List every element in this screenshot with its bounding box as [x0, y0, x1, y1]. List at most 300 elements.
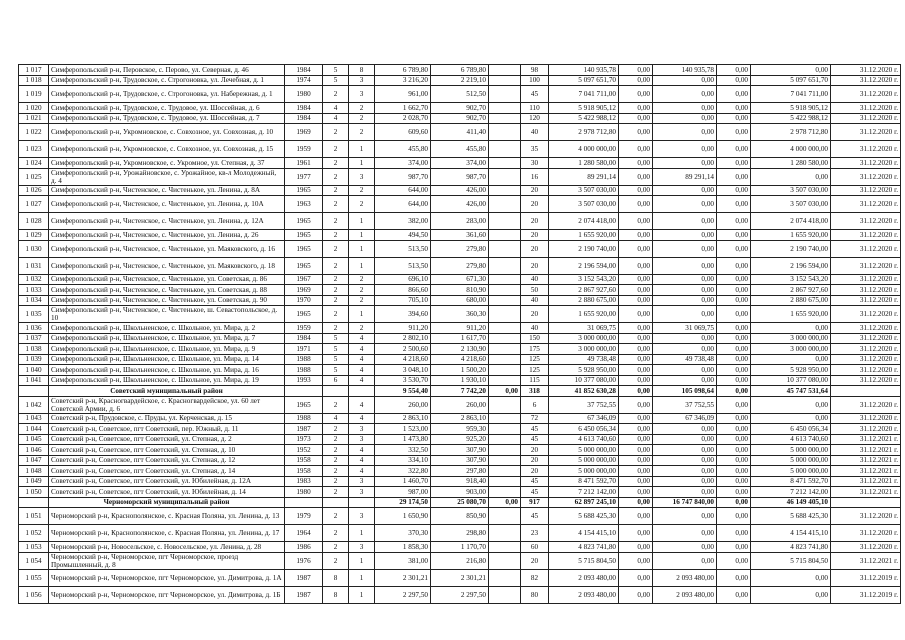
row-number-cell [19, 386, 49, 397]
deadline-cell: 31.12.2020 г. [831, 375, 901, 386]
year-cell: 1993 [285, 375, 323, 386]
table-row [19, 75, 901, 86]
col-empty-cell [489, 213, 521, 230]
address-cell: Симферопольский р-н, Чистенское, с. Чистенькое, ул. Маяковского, д. 18 [49, 257, 285, 274]
year-cell: 1959 [285, 141, 323, 158]
col-empty-cell [489, 445, 521, 456]
district-subtotal-row [19, 497, 901, 508]
address-cell: Советский р-н, Советское, пгт Советский, ул. Степная, д. 14 [49, 466, 285, 477]
cost-owners-cell: 0,00 [751, 168, 831, 185]
cost-total-cell: 2 093 480,00 [549, 586, 619, 603]
cost-local-cell: 0,00 [717, 508, 751, 525]
deadline-cell: 31.12.2020 г. [831, 75, 901, 86]
cost-local-cell: 0,00 [717, 365, 751, 376]
address-cell: Советский р-н, Красногвардейское, с. Красногвардейское, ул. 60 лет Советской Армии, д. 6 [49, 396, 285, 413]
year-cell: 1965 [285, 306, 323, 323]
residents-cell: 20 [521, 185, 549, 196]
cost-local-cell: 0,00 [717, 375, 751, 386]
cost-total-cell: 5 000 000,00 [549, 466, 619, 477]
entrances-cell: 2 [349, 285, 375, 296]
col-empty-cell [489, 424, 521, 435]
total-area-cell: 696,10 [375, 274, 431, 285]
table-row [19, 508, 901, 525]
cost-fund-cell: 0,00 [619, 75, 653, 86]
cost-region-cell: 0,00 [653, 375, 717, 386]
year-cell [285, 497, 323, 508]
table-row [19, 103, 901, 114]
cost-fund-cell: 0,00 [619, 552, 653, 569]
address-cell: Симферопольский р-н, Чистенское, с. Чистенькое, ул. Советская, д. 90 [49, 295, 285, 306]
residents-cell: 80 [521, 586, 549, 603]
row-number-cell: 1 024 [19, 158, 49, 169]
col-empty-cell [489, 466, 521, 477]
address-cell: Симферопольский р-н, Укромновское, с. Совхозное, ул. Совхозная, д. 15 [49, 141, 285, 158]
address-cell: Черноморский р-н, Черноморское, пгт Черноморское, ул. Димитрова, д. 1Б [49, 586, 285, 603]
total-area-cell: 374,00 [375, 158, 431, 169]
cost-total-cell: 3 507 030,00 [549, 185, 619, 196]
entrances-cell: 1 [349, 213, 375, 230]
cost-region-cell: 0,00 [653, 306, 717, 323]
cost-fund-cell: 0,00 [619, 230, 653, 241]
floors-cell: 5 [323, 333, 349, 344]
deadline-cell: 31.12.2020 г. [831, 65, 901, 76]
residents-cell: 40 [521, 295, 549, 306]
row-number-cell: 1 019 [19, 86, 49, 103]
living-area-cell: 426,00 [431, 196, 489, 213]
floors-cell: 8 [323, 569, 349, 586]
cost-region-cell: 0,00 [653, 466, 717, 477]
row-number-cell: 1 032 [19, 274, 49, 285]
row-number-cell: 1 036 [19, 323, 49, 334]
table-row [19, 375, 901, 386]
cost-owners-cell: 2 978 712,80 [751, 124, 831, 141]
cost-owners-cell: 6 450 056,34 [751, 424, 831, 435]
cost-total-cell: 67 346,09 [549, 413, 619, 424]
row-number-cell: 1 018 [19, 75, 49, 86]
year-cell: 1958 [285, 466, 323, 477]
cost-region-cell: 0,00 [653, 542, 717, 553]
row-number-cell: 1 026 [19, 185, 49, 196]
cost-fund-cell: 0,00 [619, 168, 653, 185]
total-area-cell: 3 530,70 [375, 375, 431, 386]
residents-cell: 20 [521, 196, 549, 213]
col-empty-cell [489, 113, 521, 124]
cost-fund-cell: 0,00 [619, 240, 653, 257]
living-area-cell: 260,00 [431, 396, 489, 413]
col-empty-cell [489, 476, 521, 487]
cost-local-cell: 0,00 [717, 285, 751, 296]
entrances-cell: 3 [349, 168, 375, 185]
deadline-cell: 31.12.2021 г. [831, 434, 901, 445]
cost-region-cell: 49 738,48 [653, 354, 717, 365]
year-cell: 1970 [285, 295, 323, 306]
cost-owners-cell: 0,00 [751, 413, 831, 424]
year-cell: 1984 [285, 113, 323, 124]
row-number-cell: 1 028 [19, 213, 49, 230]
cost-local-cell: 0,00 [717, 344, 751, 355]
deadline-cell: 31.12.2020 г. [831, 285, 901, 296]
table-row [19, 158, 901, 169]
cost-region-cell: 0,00 [653, 365, 717, 376]
deadline-cell: 31.12.2021 г. [831, 552, 901, 569]
cost-total-cell: 3 000 000,00 [549, 333, 619, 344]
housing-program-table-sheet [18, 64, 900, 604]
entrances-cell: 8 [349, 65, 375, 76]
cost-owners-cell: 5 000 000,00 [751, 466, 831, 477]
floors-cell: 2 [323, 86, 349, 103]
col-empty-cell [489, 344, 521, 355]
floors-cell: 2 [323, 274, 349, 285]
total-area-cell: 2 301,21 [375, 569, 431, 586]
year-cell: 1965 [285, 257, 323, 274]
cost-local-cell: 0,00 [717, 455, 751, 466]
entrances-cell: 3 [349, 542, 375, 553]
cost-total-cell: 2 196 594,00 [549, 257, 619, 274]
living-area-cell: 360,30 [431, 306, 489, 323]
residents-cell: 40 [521, 274, 549, 285]
total-area-cell: 961,00 [375, 86, 431, 103]
cost-total-cell: 5 688 425,30 [549, 508, 619, 525]
floors-cell: 2 [323, 306, 349, 323]
year-cell: 1983 [285, 476, 323, 487]
total-area-cell: 2 028,70 [375, 113, 431, 124]
cost-fund-cell: 0,00 [619, 365, 653, 376]
living-area-cell: 671,30 [431, 274, 489, 285]
cost-owners-cell: 5 928 950,00 [751, 365, 831, 376]
cost-local-cell: 0,00 [717, 354, 751, 365]
cost-total-cell: 6 450 056,34 [549, 424, 619, 435]
year-cell: 1986 [285, 542, 323, 553]
cost-region-cell: 0,00 [653, 476, 717, 487]
living-area-cell: 959,30 [431, 424, 489, 435]
deadline-cell: 31.12.2020 г. [831, 274, 901, 285]
entrances-cell: 2 [349, 295, 375, 306]
row-number-cell: 1 044 [19, 424, 49, 435]
year-cell: 1964 [285, 525, 323, 542]
entrances-cell: 3 [349, 424, 375, 435]
address-cell: Симферопольский р-н, Трудовское, с. Трудовое, ул. Шоссейная, д. 6 [49, 103, 285, 114]
cost-owners-cell: 5 000 000,00 [751, 445, 831, 456]
cost-total-cell: 4 000 000,00 [549, 141, 619, 158]
total-area-cell: 382,00 [375, 213, 431, 230]
cost-total-cell: 49 738,48 [549, 354, 619, 365]
address-cell: Симферопольский р-н, Школьненское, с. Школьное, ул. Мира, д. 2 [49, 323, 285, 334]
entrances-cell: 3 [349, 434, 375, 445]
row-number-cell: 1 046 [19, 445, 49, 456]
cost-total-cell: 5 000 000,00 [549, 455, 619, 466]
row-number-cell: 1 020 [19, 103, 49, 114]
total-area-cell: 866,60 [375, 285, 431, 296]
residents-cell: 35 [521, 141, 549, 158]
residents-cell: 100 [521, 75, 549, 86]
col-empty-cell [489, 542, 521, 553]
residents-cell: 23 [521, 525, 549, 542]
cost-region-cell: 0,00 [653, 103, 717, 114]
cost-region-cell: 0,00 [653, 274, 717, 285]
cost-region-cell: 0,00 [653, 333, 717, 344]
col-empty-cell [489, 295, 521, 306]
cost-fund-cell: 0,00 [619, 586, 653, 603]
col-empty-cell [489, 586, 521, 603]
deadline-cell: 31.12.2021 г. [831, 455, 901, 466]
residents-cell: 20 [521, 445, 549, 456]
cost-owners-cell: 4 823 741,80 [751, 542, 831, 553]
col-empty-cell [489, 274, 521, 285]
cost-local-cell: 0,00 [717, 542, 751, 553]
cost-local-cell: 0,00 [717, 295, 751, 306]
deadline-cell: 31.12.2020 г. [831, 413, 901, 424]
address-cell: Черноморский р-н, Краснополянское, с. Красная Поляна, ул. Ленина, д. 17 [49, 525, 285, 542]
cost-total-cell: 7 041 711,00 [549, 86, 619, 103]
entrances-cell: 4 [349, 375, 375, 386]
cost-total-cell: 5 097 651,70 [549, 75, 619, 86]
address-cell: Симферопольский р-н, Чистенское, с. Чистенькое, ул. Ленина, д. 8А [49, 185, 285, 196]
cost-local-cell: 0,00 [717, 487, 751, 498]
cost-total-cell: 2 190 740,00 [549, 240, 619, 257]
cost-owners-cell: 5 097 651,70 [751, 75, 831, 86]
cost-local-cell: 0,00 [717, 386, 751, 397]
cost-local-cell: 0,00 [717, 396, 751, 413]
living-area-cell: 374,00 [431, 158, 489, 169]
table-row [19, 445, 901, 456]
floors-cell: 2 [323, 508, 349, 525]
address-cell: Симферопольский р-н, Укромновское, с. Укромное, ул. Степная, д. 37 [49, 158, 285, 169]
total-area-cell: 2 500,60 [375, 344, 431, 355]
cost-fund-cell: 0,00 [619, 542, 653, 553]
residents-cell: 98 [521, 65, 549, 76]
col-empty-cell [489, 124, 521, 141]
row-number-cell: 1 055 [19, 569, 49, 586]
total-area-cell: 260,00 [375, 396, 431, 413]
cost-owners-cell: 3 507 030,00 [751, 185, 831, 196]
living-area-cell: 298,80 [431, 525, 489, 542]
cost-fund-cell: 0,00 [619, 295, 653, 306]
cost-total-cell: 3 000 000,00 [549, 344, 619, 355]
total-area-cell: 513,50 [375, 240, 431, 257]
cost-fund-cell: 0,00 [619, 455, 653, 466]
entrances-cell: 3 [349, 75, 375, 86]
address-cell: Черноморский муниципальный район [49, 497, 285, 508]
floors-cell: 6 [323, 375, 349, 386]
year-cell: 1969 [285, 124, 323, 141]
living-area-cell: 902,70 [431, 113, 489, 124]
living-area-cell: 6 789,80 [431, 65, 489, 76]
row-number-cell: 1 029 [19, 230, 49, 241]
col-empty-cell [489, 196, 521, 213]
col-empty-cell [489, 487, 521, 498]
table-row [19, 476, 901, 487]
residents-cell: 20 [521, 455, 549, 466]
row-number-cell: 1 049 [19, 476, 49, 487]
row-number-cell: 1 052 [19, 525, 49, 542]
total-area-cell: 334,10 [375, 455, 431, 466]
address-cell: Симферопольский р-н, Трудовское, с. Строгоновка, ул. Набережная, д. 1 [49, 86, 285, 103]
floors-cell: 2 [323, 434, 349, 445]
living-area-cell: 850,90 [431, 508, 489, 525]
address-cell: Черноморский р-н, Черноморское, пгт Черноморское, проезд Промышленный, д. 8 [49, 552, 285, 569]
row-number-cell: 1 040 [19, 365, 49, 376]
residents-cell: 917 [521, 497, 549, 508]
cost-fund-cell: 0,00 [619, 274, 653, 285]
col-empty-cell [489, 323, 521, 334]
cost-region-cell: 67 346,09 [653, 413, 717, 424]
entrances-cell: 1 [349, 586, 375, 603]
cost-total-cell: 3 507 030,00 [549, 196, 619, 213]
deadline-cell: 31.12.2020 г. [831, 396, 901, 413]
col-empty-cell [489, 185, 521, 196]
deadline-cell: 31.12.2020 г. [831, 306, 901, 323]
floors-cell: 5 [323, 65, 349, 76]
col-empty-cell [489, 141, 521, 158]
residents-cell: 318 [521, 386, 549, 397]
cost-owners-cell: 5 918 905,12 [751, 103, 831, 114]
table-row [19, 333, 901, 344]
table-row [19, 86, 901, 103]
residents-cell: 45 [521, 476, 549, 487]
col-empty-cell [489, 434, 521, 445]
cost-local-cell: 0,00 [717, 103, 751, 114]
cost-local-cell: 0,00 [717, 497, 751, 508]
year-cell: 1967 [285, 274, 323, 285]
cost-local-cell: 0,00 [717, 185, 751, 196]
residents-cell: 20 [521, 552, 549, 569]
entrances-cell: 4 [349, 466, 375, 477]
entrances-cell: 4 [349, 455, 375, 466]
cost-local-cell: 0,00 [717, 75, 751, 86]
residents-cell: 45 [521, 487, 549, 498]
deadline-cell: 31.12.2021 г. [831, 445, 901, 456]
entrances-cell: 4 [349, 354, 375, 365]
year-cell: 1977 [285, 168, 323, 185]
address-cell: Симферопольский р-н, Школьненское, с. Школьное, ул. Мира, д. 9 [49, 344, 285, 355]
cost-region-cell: 37 752,55 [653, 396, 717, 413]
residents-cell: 110 [521, 103, 549, 114]
residents-cell: 45 [521, 86, 549, 103]
total-area-cell: 332,50 [375, 445, 431, 456]
table-row [19, 230, 901, 241]
cost-region-cell: 140 935,78 [653, 65, 717, 76]
floors-cell: 2 [323, 552, 349, 569]
table-row [19, 295, 901, 306]
deadline-cell: 31.12.2019 г. [831, 569, 901, 586]
year-cell: 1965 [285, 185, 323, 196]
row-number-cell: 1 043 [19, 413, 49, 424]
total-area-cell: 494,50 [375, 230, 431, 241]
entrances-cell: 3 [349, 487, 375, 498]
entrances-cell: 2 [349, 113, 375, 124]
address-cell: Симферопольский р-н, Школьненское, с. Школьное, ул. Мира, д. 16 [49, 365, 285, 376]
cost-fund-cell: 0,00 [619, 213, 653, 230]
entrances-cell: 1 [349, 257, 375, 274]
table-row [19, 185, 901, 196]
floors-cell: 5 [323, 354, 349, 365]
address-cell: Советский муниципальный район [49, 386, 285, 397]
floors-cell: 2 [323, 168, 349, 185]
table-row [19, 424, 901, 435]
cost-fund-cell: 0,00 [619, 508, 653, 525]
year-cell: 1959 [285, 323, 323, 334]
table-row [19, 487, 901, 498]
residents-cell: 125 [521, 365, 549, 376]
cost-owners-cell: 5 715 804,50 [751, 552, 831, 569]
table-row [19, 396, 901, 413]
living-area-cell: 25 080,70 [431, 497, 489, 508]
cost-region-cell: 0,00 [653, 434, 717, 445]
living-area-cell: 283,00 [431, 213, 489, 230]
table-row [19, 455, 901, 466]
col-empty-cell [489, 75, 521, 86]
address-cell: Симферопольский р-н, Школьненское, с. Школьное, ул. Мира, д. 14 [49, 354, 285, 365]
deadline-cell: 31.12.2020 г. [831, 257, 901, 274]
entrances-cell: 4 [349, 365, 375, 376]
living-area-cell: 279,80 [431, 240, 489, 257]
cost-region-cell: 0,00 [653, 75, 717, 86]
address-cell: Советский р-н, Советское, пгт Советский, ул. Степная, д. 10 [49, 445, 285, 456]
cost-local-cell: 0,00 [717, 586, 751, 603]
table-row [19, 65, 901, 76]
cost-total-cell: 8 471 592,70 [549, 476, 619, 487]
deadline-cell: 31.12.2020 г. [831, 323, 901, 334]
residents-cell: 20 [521, 257, 549, 274]
living-area-cell: 680,00 [431, 295, 489, 306]
cost-region-cell: 0,00 [653, 113, 717, 124]
cost-owners-cell: 2 074 418,00 [751, 213, 831, 230]
address-cell: Советский р-н, Советское, пгт Советский, пер. Южный, д. 11 [49, 424, 285, 435]
cost-region-cell: 0,00 [653, 508, 717, 525]
entrances-cell: 1 [349, 525, 375, 542]
year-cell: 1980 [285, 86, 323, 103]
floors-cell [323, 386, 349, 397]
cost-fund-cell: 0,00 [619, 333, 653, 344]
total-area-cell: 644,00 [375, 185, 431, 196]
cost-total-cell: 2 867 927,60 [549, 285, 619, 296]
cost-fund-cell: 0,00 [619, 413, 653, 424]
col-empty-cell [489, 569, 521, 586]
cost-total-cell: 4 823 741,80 [549, 542, 619, 553]
cost-region-cell: 0,00 [653, 158, 717, 169]
table-row [19, 240, 901, 257]
col-empty-cell [489, 168, 521, 185]
cost-local-cell: 0,00 [717, 569, 751, 586]
cost-region-cell: 105 098,64 [653, 386, 717, 397]
floors-cell: 2 [323, 424, 349, 435]
deadline-cell: 31.12.2020 г. [831, 196, 901, 213]
floors-cell: 2 [323, 466, 349, 477]
cost-local-cell: 0,00 [717, 434, 751, 445]
cost-fund-cell: 0,00 [619, 569, 653, 586]
total-area-cell: 381,00 [375, 552, 431, 569]
year-cell: 1961 [285, 158, 323, 169]
row-number-cell: 1 045 [19, 434, 49, 445]
row-number-cell: 1 037 [19, 333, 49, 344]
cost-total-cell: 7 212 142,00 [549, 487, 619, 498]
year-cell: 1980 [285, 487, 323, 498]
year-cell: 1984 [285, 65, 323, 76]
row-number-cell: 1 038 [19, 344, 49, 355]
year-cell: 1984 [285, 103, 323, 114]
cost-fund-cell: 0,00 [619, 113, 653, 124]
cost-region-cell: 0,00 [653, 141, 717, 158]
entrances-cell: 4 [349, 344, 375, 355]
col-empty-cell [489, 508, 521, 525]
living-area-cell: 2 219,10 [431, 75, 489, 86]
cost-fund-cell: 0,00 [619, 285, 653, 296]
cost-fund-cell: 0,00 [619, 476, 653, 487]
entrances-cell [349, 497, 375, 508]
col-empty-cell [489, 354, 521, 365]
address-cell: Симферопольский р-н, Чистенское, с. Чистенькое, ул. Маяковского, д. 16 [49, 240, 285, 257]
cost-total-cell: 1 280 580,00 [549, 158, 619, 169]
